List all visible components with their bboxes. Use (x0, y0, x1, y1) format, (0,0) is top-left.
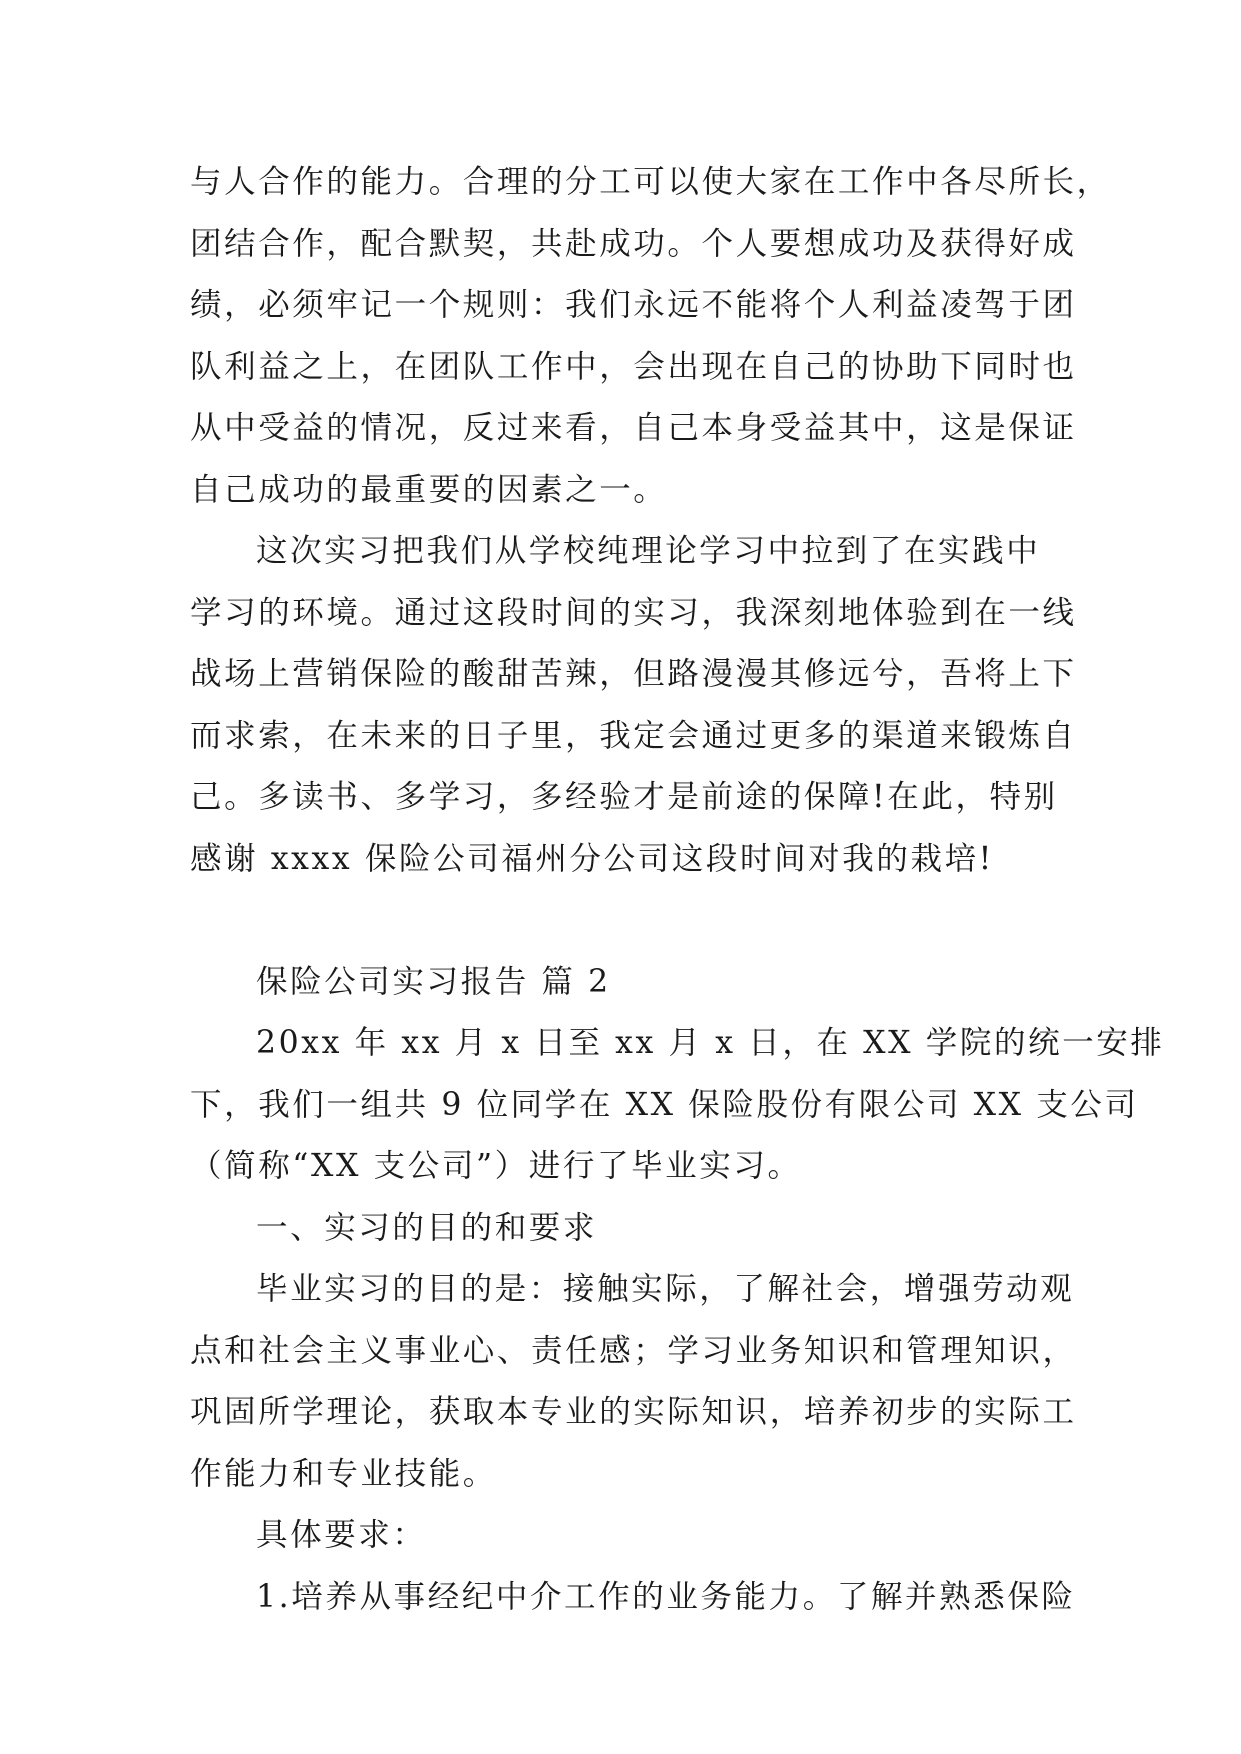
section-title: 保险公司实习报告 篇 2 (256, 963, 611, 1000)
text-line: 己。多读书、多学习，多经验才是前途的保障!在此，特别 (190, 779, 1058, 815)
text-line: 战场上营销保险的酸甜苦辣，但路漫漫其修远兮，吾将上下 (190, 656, 1077, 692)
text-line: （简称“XX 支公司”）进行了毕业实习。 (190, 1148, 802, 1184)
text-line: 巩固所学理论，获取本专业的实际知识，培养初步的实际工 (190, 1394, 1077, 1430)
requirement-item-1: 1.培养从事经纪中介工作的业务能力。了解并熟悉保险 (256, 1578, 1076, 1615)
blank-line (190, 890, 1090, 952)
text-line: 团结合作，配合默契，共赴成功。个人要想成功及获得好成 (190, 225, 1077, 262)
specific-requirements-label: 具体要求： (256, 1517, 427, 1553)
paragraph-internship-intro (190, 1013, 1165, 1198)
text-line: 绩，必须牢记一个规则：我们永远不能将个人利益凌驾于团 (190, 287, 1077, 323)
text-line: 队利益之上，在团队工作中，会出现在自己的协助下同时也 (190, 348, 1077, 385)
continuation-paragraph (190, 152, 1111, 521)
paragraph-purpose (190, 1259, 1090, 1505)
text-line: 作能力和专业技能。 (190, 1455, 497, 1492)
subheading-purpose: 一、实习的目的和要求 (256, 1209, 598, 1246)
text-line: 自己成功的最重要的因素之一。 (190, 471, 668, 508)
text-line: 毕业实习的目的是：接触实际，了解社会，增强劳动观 (256, 1271, 1075, 1307)
text-line: 与人合作的能力。合理的分工可以使大家在工作中各尽所长， (190, 164, 1111, 200)
text-line: 而求索，在未来的日子里，我定会通过更多的渠道来锻炼自 (190, 717, 1077, 754)
text-line: 从中受益的情况，反过来看，自己本身受益其中，这是保证 (190, 410, 1077, 446)
text-line: 感谢 xxxx 保险公司福州分公司这段时间对我的栽培! (190, 840, 994, 877)
text-line: 学习的环境。通过这段时间的实习，我深刻地体验到在一线 (190, 594, 1077, 631)
paragraph-internship-reflection (190, 521, 1090, 890)
text-line: 这次实习把我们从学校纯理论学习中拉到了在实践中 (256, 533, 1041, 569)
text-line: 下，我们一组共 9 位同学在 XX 保险股份有限公司 XX 支公司 (190, 1086, 1139, 1123)
text-line: 20xx 年 xx 月 x 日至 xx 月 x 日，在 XX 学院的统一安排 (256, 1025, 1165, 1061)
document-body (190, 152, 1165, 1628)
text-line: 点和社会主义事业心、责任感；学习业务知识和管理知识， (190, 1332, 1077, 1369)
